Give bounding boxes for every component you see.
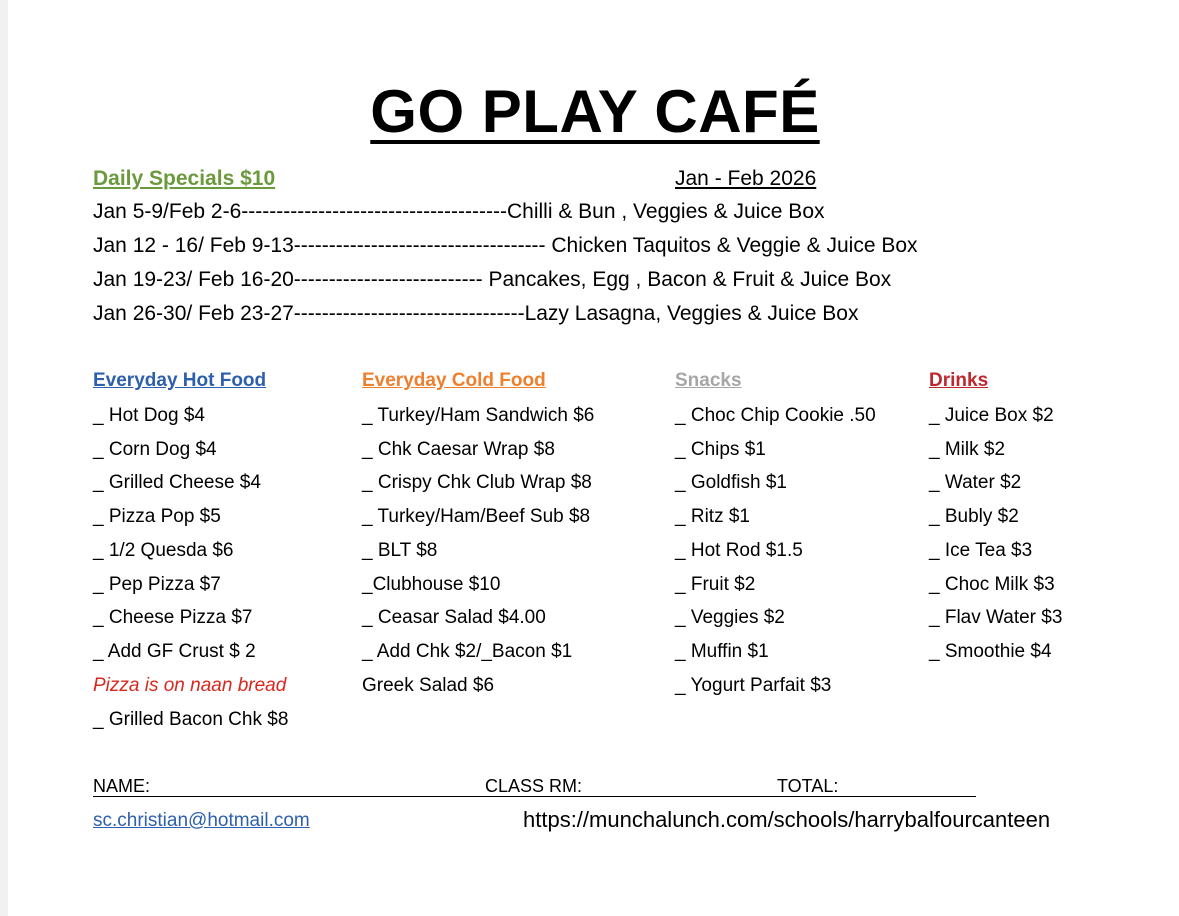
cold-food-item: _ Crispy Chk Club Wrap $8 xyxy=(362,472,592,493)
cold-food-item: _Clubhouse $10 xyxy=(362,574,501,595)
cold-food-item: _ Ceasar Salad $4.00 xyxy=(362,607,546,628)
snack-item: _ Muffin $1 xyxy=(675,641,769,662)
order-url: https://munchalunch.com/schools/harrybalfourcanteen xyxy=(523,807,1051,832)
page-title: GO PLAY CAFÉ xyxy=(370,78,820,145)
cold-food-item: _ BLT $8 xyxy=(362,540,438,561)
daily-specials-heading: Daily Specials $10 xyxy=(93,167,276,190)
cold-food-item: _ Add Chk $2/_Bacon $1 xyxy=(362,641,573,662)
drinks-heading: Drinks xyxy=(929,370,989,391)
special-line: Jan 26-30/ Feb 23-27---------------------------------Lazy Lasagna, Veggies & Juice Box xyxy=(93,302,859,325)
snack-item: _ Veggies $2 xyxy=(675,607,785,628)
hot-food-item: _ Add GF Crust $ 2 xyxy=(93,641,256,662)
snack-item: _ Chips $1 xyxy=(675,439,766,460)
hot-food-item: _ Pep Pizza $7 xyxy=(93,574,221,595)
drink-item: _ Smoothie $4 xyxy=(929,641,1052,662)
cold-food-item: Greek Salad $6 xyxy=(362,675,495,696)
hot-food-heading: Everyday Hot Food xyxy=(93,370,267,391)
page-edge-shadow xyxy=(0,0,8,916)
drink-item: _ Flav Water $3 xyxy=(929,607,1063,628)
snack-item: _ Ritz $1 xyxy=(675,506,750,527)
drink-item: _ Juice Box $2 xyxy=(929,405,1054,426)
contact-email-link[interactable]: sc.christian@hotmail.com xyxy=(93,810,310,831)
pizza-note: Pizza is on naan bread xyxy=(93,675,287,696)
snack-item: _ Fruit $2 xyxy=(675,574,756,595)
drink-item: _ Bubly $2 xyxy=(929,506,1019,527)
snack-item: _ Choc Chip Cookie .50 xyxy=(675,405,876,426)
cold-food-item: _ Turkey/Ham/Beef Sub $8 xyxy=(362,506,591,527)
hot-food-item: _ 1/2 Quesda $6 xyxy=(93,540,234,561)
date-range: Jan - Feb 2026 xyxy=(675,167,817,190)
cold-food-item: _ Chk Caesar Wrap $8 xyxy=(362,439,555,460)
special-line: Jan 5-9/Feb 2-6--------------------------------------Chilli & Bun , Veggies & Juice Box xyxy=(93,200,825,223)
drink-item: _ Water $2 xyxy=(929,472,1022,493)
class-room-label: CLASS RM: xyxy=(485,776,583,796)
order-form-line xyxy=(93,796,976,797)
name-label: NAME: xyxy=(93,776,151,796)
hot-food-item: _ Grilled Bacon Chk $8 xyxy=(93,709,289,730)
drink-item: _ Milk $2 xyxy=(929,439,1006,460)
snack-item: _ Hot Rod $1.5 xyxy=(675,540,803,561)
snack-item: _ Yogurt Parfait $3 xyxy=(675,675,832,696)
cold-food-item: _ Turkey/Ham Sandwich $6 xyxy=(362,405,595,426)
hot-food-item: _ Pizza Pop $5 xyxy=(93,506,221,527)
hot-food-item: _ Corn Dog $4 xyxy=(93,439,217,460)
hot-food-item: _ Hot Dog $4 xyxy=(93,405,205,426)
total-label: TOTAL: xyxy=(777,776,839,796)
drink-item: _ Choc Milk $3 xyxy=(929,574,1055,595)
drink-item: _ Ice Tea $3 xyxy=(929,540,1033,561)
hot-food-item: _ Grilled Cheese $4 xyxy=(93,472,261,493)
special-line: Jan 19-23/ Feb 16-20--------------------------- Pancakes, Egg , Bacon & Fruit & Juice Box xyxy=(93,268,892,291)
snack-item: _ Goldfish $1 xyxy=(675,472,787,493)
snacks-heading: Snacks xyxy=(675,370,742,391)
special-line: Jan 12 - 16/ Feb 9-13------------------------------------ Chicken Taquitos & Veggie & Juice Box xyxy=(93,234,918,257)
cold-food-heading: Everyday Cold Food xyxy=(362,370,546,391)
hot-food-item: _ Cheese Pizza $7 xyxy=(93,607,253,628)
